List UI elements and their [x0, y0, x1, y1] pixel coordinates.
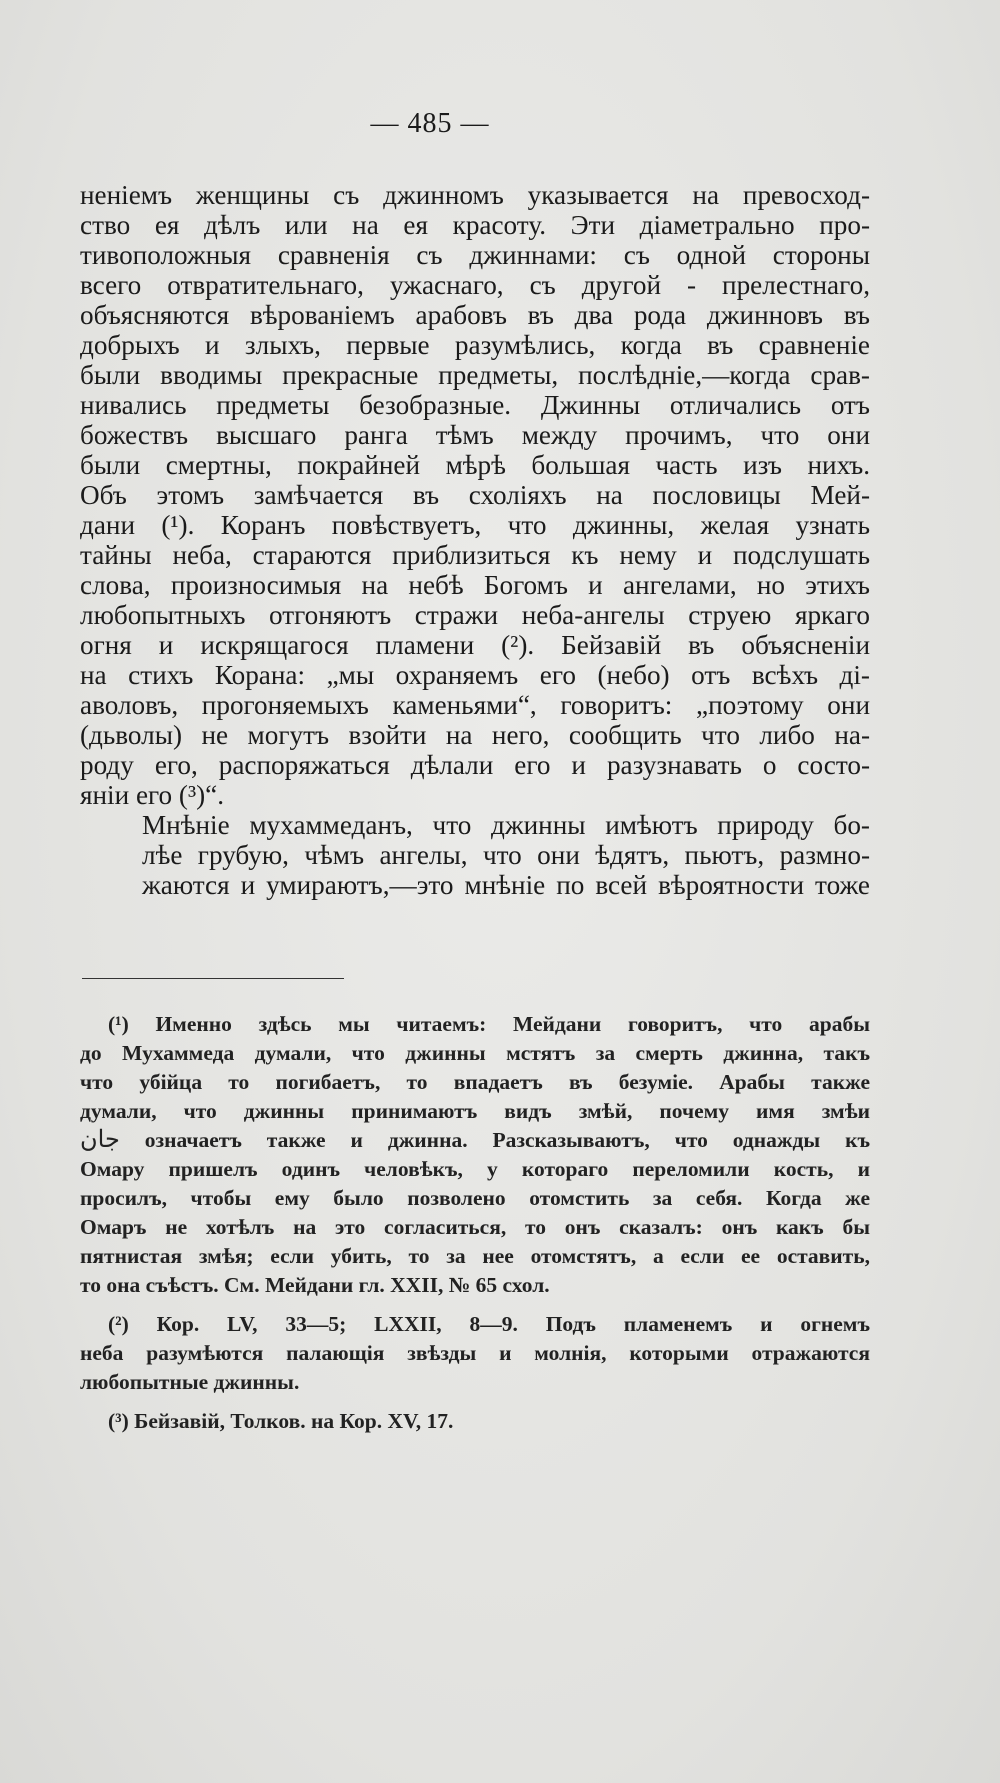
footnotes — [80, 1010, 870, 1446]
text-line: тивоположныя сравненія съ джиннами: съ одной стороны — [80, 240, 870, 270]
text-line: добрыхъ и злыхъ, первые разумѣлись, когда въ сравненіе — [80, 330, 870, 360]
text-line: пятнистая змѣя; если убить, то за нее отомстятъ, а если ее оставить, — [80, 1244, 870, 1268]
text-line: то она съѣстъ. См. Мейдани гл. XXII, № 65 схол. — [80, 1273, 550, 1297]
text-line: (¹) Именно здѣсь мы читаемъ: Мейдани говоритъ, что арабы — [108, 1012, 870, 1036]
text-line: любопытные джинны. — [80, 1370, 300, 1394]
text-line: ство ея дѣлъ или на ея красоту. Эти діаметрально про- — [80, 210, 870, 240]
footnote-divider — [82, 978, 344, 979]
text-line: (²) Кор. LV, 33—5; LXXII, 8—9. Подъ пламенемъ и огнемъ — [108, 1312, 870, 1336]
text-line: думали, что джинны принимаютъ видъ змѣй, почему имя змѣи — [80, 1099, 870, 1123]
paragraph-1 — [80, 180, 870, 810]
text-line: Объ этомъ замѣчается въ схоліяхъ на пословицы Мей- — [80, 480, 870, 510]
text-line: были смертны, покрайней мѣрѣ большая часть изъ нихъ. — [80, 450, 870, 480]
text-line: дани (¹). Коранъ повѣствуетъ, что джинны, желая узнать — [80, 510, 870, 540]
text-fragment: означаетъ также и джинна. Разсказываютъ, что однажды къ — [119, 1128, 870, 1152]
text-line: неніемъ женщины съ джинномъ указывается на превосход- — [80, 180, 870, 210]
text-line: всего отвратительнаго, ужаснаго, съ другой - прелестнаго, — [80, 270, 870, 300]
text-line: Омару пришелъ одинъ человѣкъ, у котораго переломили кость, и — [80, 1157, 870, 1181]
text-line: объясняются вѣрованіемъ арабовъ въ два рода джинновъ въ — [80, 300, 870, 330]
arabic-word: جان — [80, 1127, 120, 1153]
footnote-1 — [80, 1010, 870, 1300]
text-line: любопытныхъ отгоняютъ стражи неба-ангелы струею яркаго — [80, 600, 870, 630]
text-line: тайны неба, стараются приблизиться къ нему и подслушать — [80, 540, 870, 570]
text-line: роду его, распоряжаться дѣлали его и разузнавать о состо- — [80, 750, 870, 780]
main-text — [80, 180, 870, 900]
text-line: (³) Бейзавій, Толков. на Кор. XV, 17. — [108, 1409, 454, 1433]
text-line: яніи его (³)“. — [80, 780, 225, 810]
text-line: просилъ, чтобы ему было позволено отомстить за себя. Когда же — [80, 1186, 870, 1210]
footnote-2 — [80, 1310, 870, 1397]
text-line: Мнѣніе мухаммеданъ, что джинны имѣютъ природу бо- — [142, 810, 870, 840]
text-line: Омаръ не хотѣлъ на это согласиться, то онъ сказалъ: онъ какъ бы — [80, 1215, 870, 1239]
text-line: слова, произносимыя на небѣ Богомъ и ангелами, но этихъ — [80, 570, 870, 600]
text-line: нивались предметы безобразные. Джинны отличались отъ — [80, 390, 870, 420]
paragraph-2 — [80, 810, 870, 900]
footnote-3 — [80, 1407, 870, 1436]
text-line: аволовъ, прогоняемыхъ каменьями“, говоритъ: „поэтому они — [80, 690, 870, 720]
text-line: до Мухаммеда думали, что джинны мстятъ за смерть джинна, такъ — [80, 1041, 870, 1065]
text-line: божествъ высшаго ранга тѣмъ между прочимъ, что они — [80, 420, 870, 450]
text-line: лѣе грубую, чѣмъ ангелы, что они ѣдятъ, пьютъ, размно- — [142, 840, 870, 870]
page-number: — 485 — — [370, 108, 490, 139]
text-line: что убійца то погибаетъ, то впадаетъ въ безуміе. Арабы также — [80, 1070, 870, 1094]
text-line: неба разумѣются палающія звѣзды и молнія, которыми отражаются — [80, 1341, 870, 1365]
text-line: на стихъ Корана: „мы охраняемъ его (небо) отъ всѣхъ ді- — [80, 660, 870, 690]
text-line: были вводимы прекрасные предметы, послѣдніе,—когда срав- — [80, 360, 870, 390]
text-line: жаются и умираютъ,—это мнѣніе по всей вѣроятности тоже — [142, 870, 870, 900]
text-line: огня и искрящагося пламени (²). Бейзавій въ объясненіи — [80, 630, 870, 660]
text-line: (дьволы) не могутъ взойти на него, сообщить что либо на- — [80, 720, 870, 750]
text-line-with-arabic — [80, 1126, 870, 1155]
